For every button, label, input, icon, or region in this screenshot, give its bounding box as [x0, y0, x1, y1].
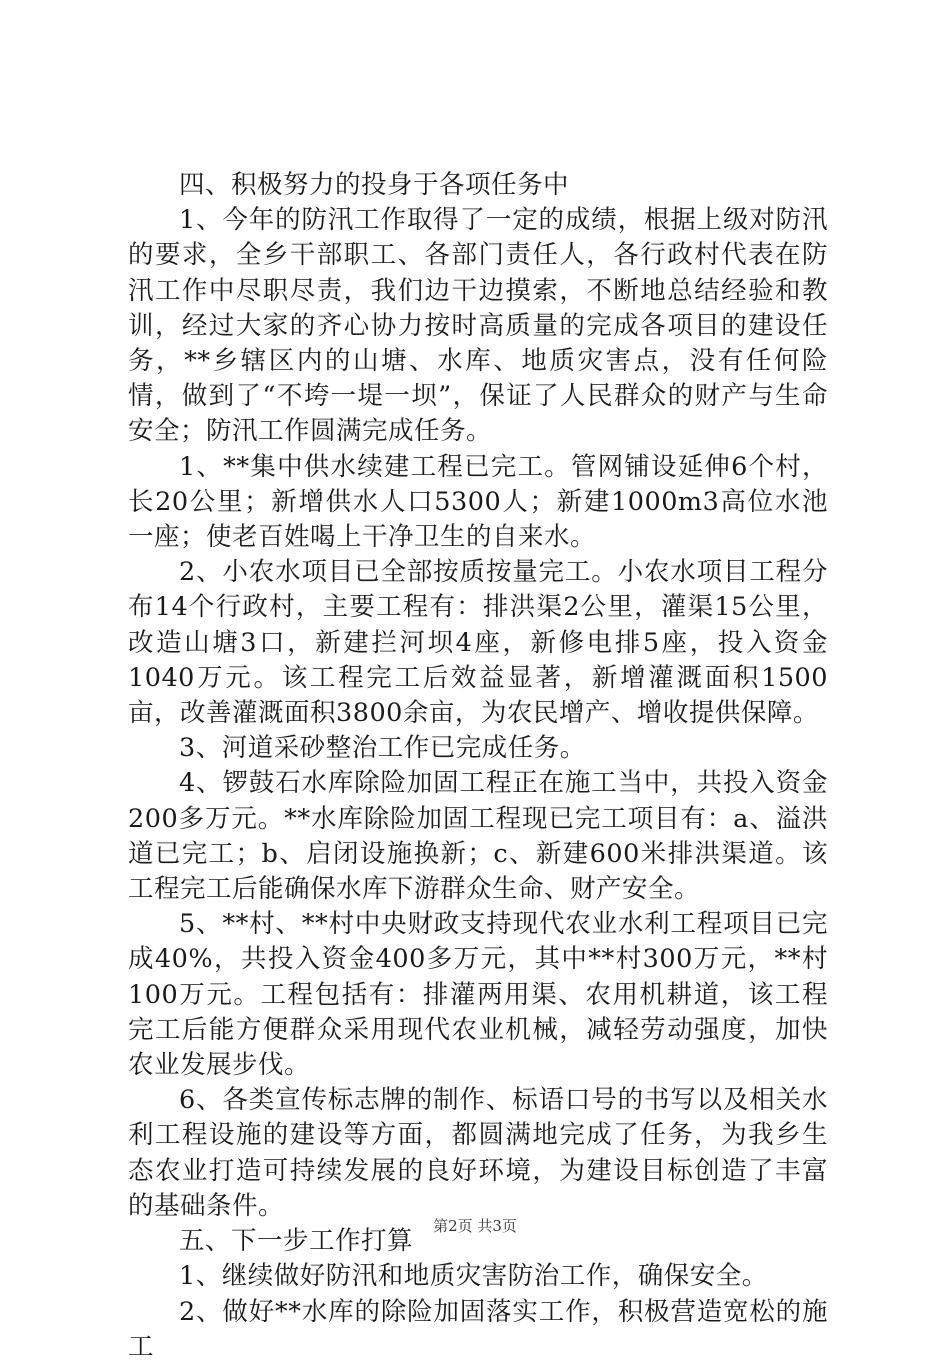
paragraph-flood-control: 1、今年的防汛工作取得了一定的成绩，根据上级对防汛的要求，全乡干部职工、各部门责任人，各行政村代表在防汛工作中尽职尽责，我们边干边摸索，不断地总结经验和教训，经过大家的齐心协力按时高质量的完成各项目的建设任务，**乡辖区内的山塘、水库、地质灾害点，没有任何险情，做到了“不垮一堤一坝”，保证了人民群众的财产与生命安全；防汛工作圆满完成任务。 — [128, 205, 828, 447]
paragraph-water-supply: 1、**集中供水续建工程已完工。管网铺设延伸6个村，长20公里；新增供水人口5300人；新建1000m3高位水池一座；使老百姓喝上干净卫生的自来水。 — [128, 451, 828, 553]
document-body — [128, 168, 828, 1365]
paragraph-reservoir-reinforcement: 4、锣鼓石水库除险加固工程正在施工当中，共投入资金200多万元。**水库除险加固工程现已完工项目有：a、溢洪道已完工；b、启闭设施换新；c、新建600米排洪渠道。该工程完工后能确保水库下游群众生命、财产安全。 — [128, 768, 828, 905]
paragraph-sand-mining: 3、河道采砂整治工作已完成任务。 — [179, 733, 586, 764]
paragraph-next-step-1: 1、继续做好防汛和地质灾害防治工作，确保安全。 — [179, 1261, 768, 1292]
paragraph-publicity: 6、各类宣传标志牌的制作、标语口号的书写以及相关水利工程设施的建设等方面，都圆满地完成了任务，为我乡生态农业打造可持续发展的良好环境，为建设目标创造了丰富的基础条件。 — [128, 1085, 828, 1221]
section-heading-5: 五、下一步工作打算 — [179, 1226, 414, 1257]
paragraph-next-step-2: 2、做好**水库的除险加固落实工作，积极营造宽松的施工 — [128, 1296, 828, 1362]
section-heading-4: 四、积极努力的投身于各项任务中 — [179, 170, 570, 200]
paragraph-small-irrigation: 2、小农水项目已全部按质按量完工。小农水项目工程分布14个行政村，主要工程有：排洪渠2公里，灌渠15公里，改造山塘3口，新建拦河坝4座，新修电排5座，投入资金1040万元。该工程完工后效益显著，新增灌溉面积1500亩，改善灌溉面积3800余亩，为农民增产、增收提供保障。 — [128, 557, 828, 729]
page-footer: 第2页 共3页 — [433, 1217, 517, 1235]
paragraph-modern-agriculture: 5、**村、**村中央财政支持现代农业水利工程项目已完成40%，共投入资金400多万元，其中**村300万元，**村100万元。工程包括有：排灌两用渠、农用机耕道，该工程完工后能方便群众采用现代农业机械，减轻劳动强度，加快农业发展步伐。 — [128, 909, 828, 1081]
